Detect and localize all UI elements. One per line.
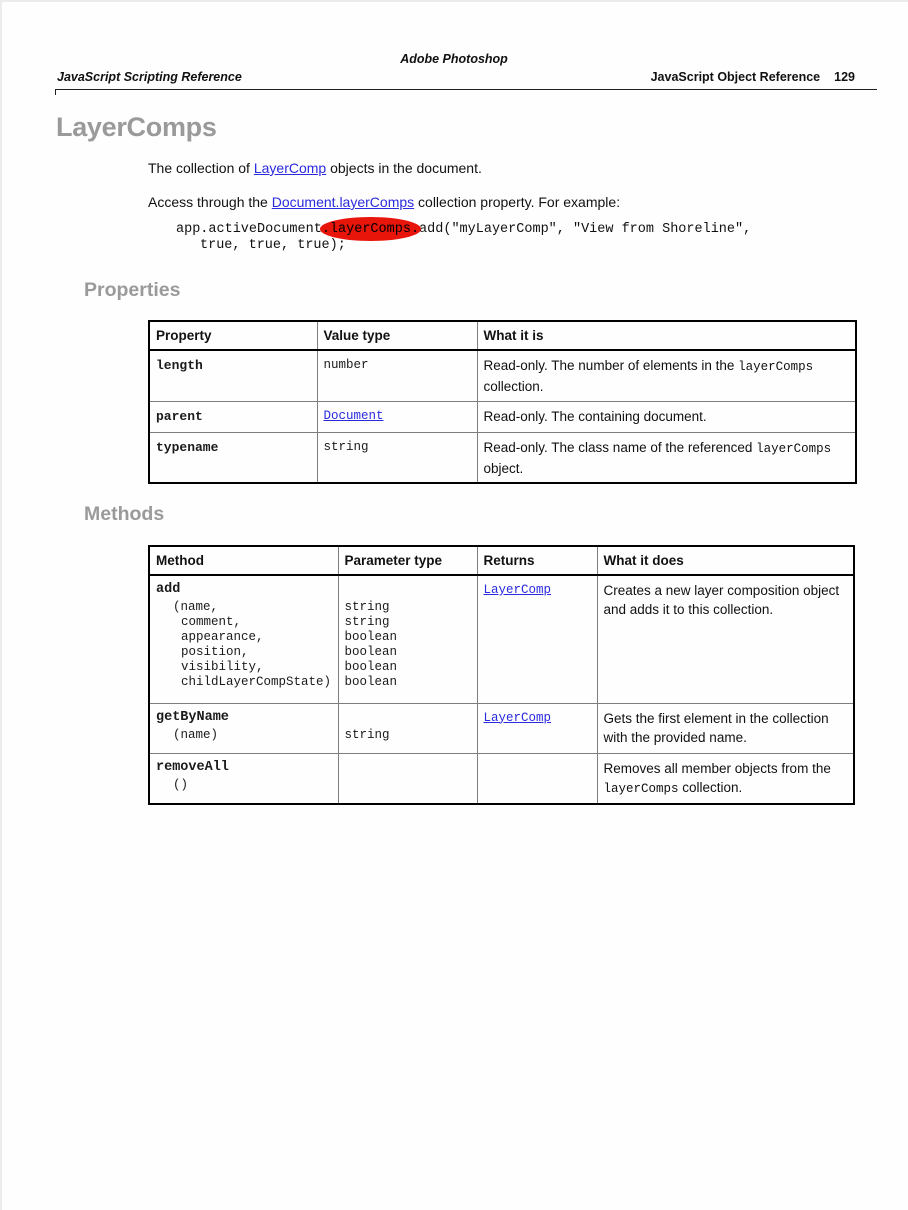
table-row-length — [149, 350, 856, 401]
methods-table — [148, 545, 855, 805]
table-row-add — [149, 575, 854, 703]
parameter-types: string — [338, 703, 477, 753]
desc-text: collection. — [678, 779, 743, 795]
properties-heading: Properties — [84, 279, 181, 301]
header-book-title: Adobe Photoshop — [400, 52, 508, 66]
method-description — [597, 703, 854, 753]
parameter-types: string string boolean boolean boolean boolean — [338, 575, 477, 703]
table-row-removeall — [149, 753, 854, 804]
col-value-type: Value type — [317, 321, 477, 350]
method-params: (name, comment, appearance, position, visibility, childLayerCompState) — [173, 600, 332, 689]
intro-text: Access through the — [148, 194, 272, 210]
header-right — [651, 70, 855, 84]
desc-code: layerComps — [756, 441, 832, 456]
property-description — [477, 401, 856, 432]
property-name: length — [149, 350, 317, 401]
method-name: add — [156, 582, 181, 597]
document-link[interactable]: Document — [323, 408, 384, 423]
intro-text: The collection of — [148, 160, 254, 176]
code-example — [176, 222, 751, 254]
desc-code: layerComps — [738, 360, 814, 374]
property-description — [477, 432, 856, 483]
method-params: (name) — [173, 727, 219, 742]
table-row-getbyname — [149, 703, 854, 753]
desc-text: Read-only. The class name of the referenced — [483, 439, 757, 455]
col-property: Property — [149, 321, 317, 350]
intro-text: collection property. For example: — [414, 194, 621, 210]
page-number: 129 — [834, 70, 855, 84]
method-params: () — [173, 777, 189, 792]
method-description — [597, 575, 854, 703]
method-name: removeAll — [156, 759, 229, 775]
value-type — [317, 401, 477, 432]
header-left-title: JavaScript Scripting Reference — [57, 70, 242, 84]
layercomp-return-link[interactable]: LayerComp — [483, 583, 552, 597]
method-name: getByName — [156, 709, 229, 725]
methods-header-row — [149, 546, 854, 575]
code-text: add("myLayerComp", "View from Shoreline", — [419, 222, 752, 237]
red-ellipse-highlight: .layerComps. — [321, 222, 420, 237]
desc-text: Read-only. The containing document. — [483, 408, 707, 424]
header-rule — [55, 89, 877, 90]
table-row-typename — [149, 432, 856, 483]
desc-text: Removes all member objects from the — [603, 760, 831, 776]
header-section-title: JavaScript Object Reference — [650, 70, 821, 84]
methods-heading: Methods — [84, 503, 165, 525]
intro-paragraph-1 — [148, 160, 482, 176]
col-what-it-does: What it does — [597, 546, 854, 575]
col-what-it-is: What it is — [477, 321, 856, 350]
table-row-parent — [149, 401, 856, 432]
property-name: parent — [149, 401, 317, 432]
desc-text: Read-only. The number of elements in the — [483, 358, 739, 373]
desc-text: collection. — [483, 379, 544, 394]
method-description — [597, 753, 854, 804]
desc-code: layerComps — [603, 781, 679, 796]
parameter-types — [338, 753, 477, 804]
method-cell — [149, 753, 338, 804]
properties-table — [148, 320, 857, 484]
desc-text: Gets the first element in the collection with the provided name. — [603, 710, 829, 745]
code-line-1 — [176, 222, 751, 238]
property-name: typename — [149, 432, 317, 483]
intro-paragraph-2 — [148, 194, 620, 210]
properties-header-row — [149, 321, 856, 350]
col-parameter-type: Parameter type — [338, 546, 477, 575]
desc-text: Creates a new layer composition object and adds it to this collection. — [603, 583, 840, 617]
value-type: string — [317, 432, 477, 483]
value-type: number — [317, 350, 477, 401]
method-cell — [149, 703, 338, 753]
document-layercomps-link[interactable]: Document.layerComps — [271, 194, 415, 210]
property-description — [477, 350, 856, 401]
desc-text: object. — [483, 460, 524, 476]
returns-cell — [477, 753, 597, 804]
layercomp-link[interactable]: LayerComp — [253, 160, 327, 176]
returns-cell — [477, 703, 597, 753]
code-text: app.activeDocument — [176, 222, 322, 237]
code-line-2: true, true, true); — [200, 238, 346, 253]
returns-cell — [477, 575, 597, 703]
method-cell — [149, 575, 338, 703]
col-returns: Returns — [477, 546, 597, 575]
col-method: Method — [149, 546, 338, 575]
layercomp-return-link[interactable]: LayerComp — [483, 710, 552, 725]
intro-text: objects in the document. — [326, 160, 482, 176]
page-title: LayerComps — [56, 112, 217, 142]
